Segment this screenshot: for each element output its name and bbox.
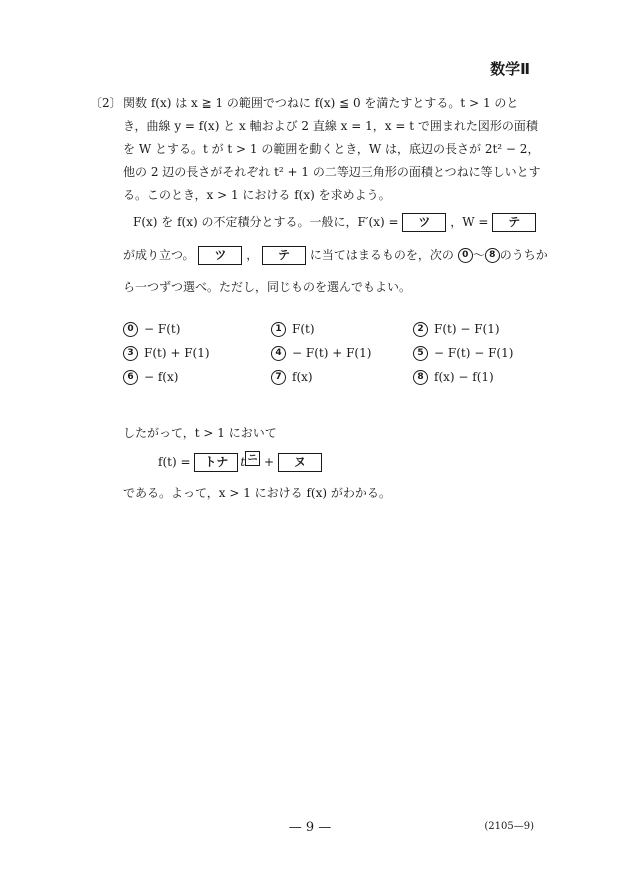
definition-text: F(x) を f(x) の不定積分とする。一般に，F′(x) =: [133, 215, 399, 229]
statement-line: 関数 f(x) は x ≧ 1 の範囲でつねに f(x) ≦ 0 を満たすとする。t > 1 のと: [123, 96, 519, 110]
circled-number: 5: [413, 346, 428, 361]
choice-item[interactable]: [413, 346, 513, 361]
definition-line: [133, 213, 536, 232]
t-variable: t: [240, 455, 246, 469]
choice-item[interactable]: [413, 322, 500, 337]
circled-number: 6: [123, 370, 138, 385]
circled-number: 8: [413, 370, 428, 385]
answer-box-te-ref[interactable]: テ: [262, 246, 306, 265]
answer-box-tsu[interactable]: ツ: [402, 213, 446, 232]
holds-text: が成り立つ。: [123, 248, 195, 262]
statement-line: 他の 2 辺の長さがそれぞれ t² + 1 の二等辺三角形の面積とつねに等しいとす: [123, 165, 541, 179]
choice-item[interactable]: [271, 322, 315, 337]
statement-line: を W とする。t が t > 1 の範囲を動くとき，W は，底辺の長さが 2t² − 2，: [123, 142, 540, 156]
plus-sign: +: [263, 455, 275, 469]
exam-code: (2105—9): [484, 821, 534, 832]
choice-expression: F(t) − F(1): [434, 322, 500, 336]
circled-number: 7: [271, 370, 286, 385]
choice-expression: f(x) − f(1): [434, 370, 494, 384]
circled-number: 3: [123, 346, 138, 361]
choice-expression: − F(t) + F(1): [292, 346, 372, 360]
comma: ，: [246, 248, 259, 262]
equation-lhs: f(t) =: [158, 455, 191, 469]
final-line: である。よって，x > 1 における f(x) がわかる。: [123, 486, 391, 500]
applicable-text: に当てはまるものを，次の: [309, 248, 454, 262]
result-equation: [158, 451, 322, 472]
circled-number: 1: [271, 322, 286, 337]
from-text: のうちか: [499, 248, 548, 262]
choice-expression: F(t) + F(1): [144, 346, 210, 360]
select-line: ら一つずつ選べ。ただし，同じものを選んでもよい。: [123, 280, 412, 294]
w-text: ，W =: [450, 215, 489, 229]
statement-line: る。このとき，x > 1 における f(x) を求めよう。: [123, 188, 391, 202]
choice-item[interactable]: [123, 322, 180, 337]
choice-expression: − F(t) − F(1): [434, 346, 514, 360]
subject-title: 数学Ⅱ: [490, 60, 530, 78]
answer-box-tsu-ref[interactable]: ツ: [198, 246, 242, 265]
circled-number: 2: [413, 322, 428, 337]
choice-item[interactable]: [123, 370, 178, 385]
circled-number: 4: [271, 346, 286, 361]
circled-number: 0: [458, 248, 473, 263]
choice-expression: f(x): [292, 370, 313, 384]
tilde: 〜: [472, 248, 485, 262]
choice-expression: − f(x): [144, 370, 179, 384]
choice-item[interactable]: [123, 346, 210, 361]
circled-number: 8: [485, 248, 500, 263]
answer-box-ni[interactable]: ニ: [245, 451, 260, 466]
choice-item[interactable]: [413, 370, 494, 385]
problem-number: 〔2〕: [90, 96, 122, 110]
choice-item[interactable]: [271, 346, 371, 361]
answer-box-te[interactable]: テ: [492, 213, 536, 232]
therefore-line: したがって，t > 1 において: [123, 426, 277, 440]
statement-line: き，曲線 y = f(x) と x 軸および 2 直線 x = 1，x = t で囲まれた図形の面積: [123, 119, 538, 133]
choice-item[interactable]: [271, 370, 313, 385]
instruction-line: [123, 246, 548, 265]
page-number: — 9 —: [288, 820, 332, 835]
answer-box-tona[interactable]: トナ: [194, 453, 238, 472]
choice-expression: F(t): [292, 322, 315, 336]
choice-expression: − F(t): [144, 322, 181, 336]
answer-box-nu[interactable]: ヌ: [278, 453, 322, 472]
circled-number: 0: [123, 322, 138, 337]
